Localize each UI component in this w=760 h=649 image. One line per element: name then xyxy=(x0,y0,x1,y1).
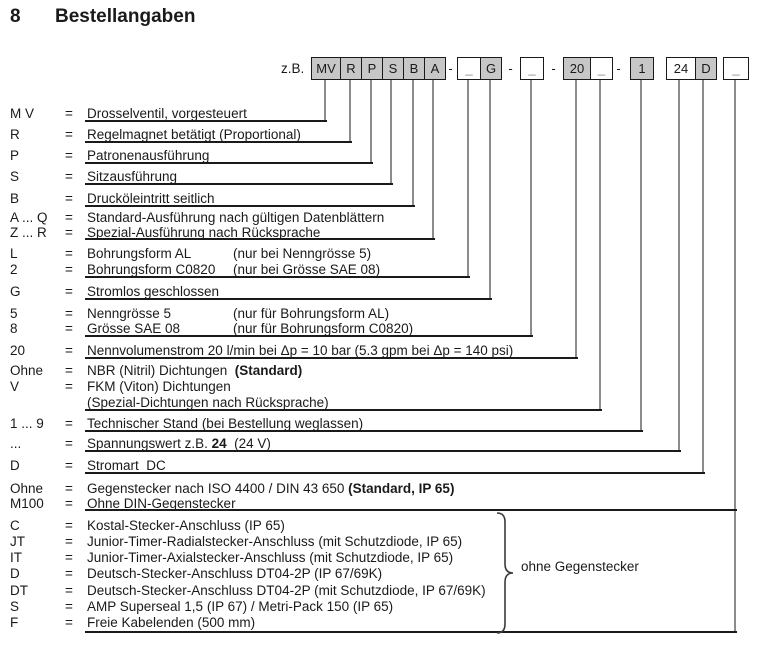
legend-code: Z ... R xyxy=(10,225,47,240)
legend-code: P xyxy=(10,148,20,163)
equals-sign: = xyxy=(65,106,73,121)
code-box-cell: MV xyxy=(312,58,340,79)
equals-sign: = xyxy=(65,599,73,614)
description-text: Deutsch-Stecker-Anschluss DT04-2P (IP 67/69K) xyxy=(87,566,383,581)
legend-code: S xyxy=(10,169,20,184)
description-text: Sitzausführung xyxy=(87,169,178,184)
description-bold: (Standard) xyxy=(234,363,303,378)
equals-sign: = xyxy=(65,583,73,598)
code-box-cell: 1 xyxy=(631,58,653,79)
legend-code: B xyxy=(10,191,20,206)
code-separator: - xyxy=(508,61,513,76)
legend-row xyxy=(0,149,760,163)
legend-code: 5 xyxy=(10,306,18,321)
description-text: Bohrungsform C0820 xyxy=(87,262,216,277)
legend-description xyxy=(87,519,285,533)
description-text: Drosselventil, vorgesteuert xyxy=(87,106,247,121)
legend-code: IT xyxy=(10,550,22,565)
equals-sign: = xyxy=(65,534,73,549)
legend-description xyxy=(87,262,381,277)
legend-code: C xyxy=(10,518,20,533)
type-code-box-group xyxy=(723,57,749,80)
legend-row xyxy=(0,535,760,549)
legend-code: D xyxy=(10,566,20,581)
legend-code: S xyxy=(10,599,20,614)
legend-description xyxy=(87,437,271,451)
legend-row xyxy=(0,322,760,336)
code-box-cell: G xyxy=(480,58,501,79)
page-title: Bestellangaben xyxy=(55,6,196,27)
legend-row xyxy=(0,364,760,378)
type-code-box-group xyxy=(563,57,613,80)
code-box-cell: B xyxy=(403,58,424,79)
legend-description xyxy=(87,246,372,261)
code-box-cell: _ xyxy=(732,61,740,76)
equals-sign: = xyxy=(65,169,73,184)
legend-row xyxy=(0,307,760,321)
equals-sign: = xyxy=(65,496,73,511)
legend-row xyxy=(0,600,760,614)
legend-row xyxy=(0,482,760,496)
legend-code: D xyxy=(10,458,20,473)
legend-description xyxy=(87,170,177,184)
description-text: Nenngrösse 5 xyxy=(87,306,172,321)
equals-sign: = xyxy=(65,518,73,533)
type-code-box-group xyxy=(666,57,717,80)
legend-description xyxy=(87,149,209,163)
legend-description xyxy=(87,417,363,431)
type-code-box-group xyxy=(457,57,502,80)
description-text: Junior-Timer-Radialstecker-Anschluss (mit Schutzdiode, IP 65) xyxy=(87,534,463,549)
description-text: (Spezial-Dichtungen nach Rücksprache) xyxy=(87,395,329,410)
legend-row xyxy=(0,192,760,206)
legend-description xyxy=(87,226,320,240)
legend-description xyxy=(87,482,454,496)
legend-row xyxy=(0,437,760,451)
equals-sign: = xyxy=(65,321,73,336)
equals-sign: = xyxy=(65,458,73,473)
legend-code: V xyxy=(10,379,20,394)
legend-code: F xyxy=(10,615,19,630)
code-box-cell: 20 xyxy=(564,58,590,79)
type-code-box-group xyxy=(520,57,544,80)
legend-code: A ... Q xyxy=(10,210,48,225)
legend-description xyxy=(87,285,219,299)
legend-code: L xyxy=(10,246,18,261)
legend-description xyxy=(87,344,513,358)
legend-description xyxy=(87,321,414,336)
legend-description xyxy=(87,364,302,378)
legend-row xyxy=(0,128,760,142)
equals-sign: = xyxy=(65,246,73,261)
code-box-cell: R xyxy=(340,58,361,79)
legend-description xyxy=(87,616,255,630)
brace-icon xyxy=(494,511,516,635)
description-bold: (Standard, IP 65) xyxy=(348,481,455,496)
equals-sign: = xyxy=(65,343,73,358)
code-separator: - xyxy=(448,61,453,76)
legend-row xyxy=(0,584,760,598)
equals-sign: = xyxy=(65,284,73,299)
legend-code: Ohne xyxy=(10,481,44,496)
code-box-cell: _ xyxy=(590,58,612,79)
legend-description xyxy=(87,128,301,142)
description-text: Spannungswert z.B. xyxy=(87,436,212,451)
legend-description xyxy=(87,107,247,121)
legend-code: Ohne xyxy=(10,363,44,378)
legend-code: JT xyxy=(10,534,25,549)
description-bold: 24 xyxy=(211,436,227,451)
legend-description xyxy=(87,459,166,473)
equals-sign: = xyxy=(65,127,73,142)
legend-code: M V xyxy=(10,106,35,121)
description-text: Deutsch-Stecker-Anschluss DT04-2P (mit Schutzdiode, IP 67/69K) xyxy=(87,583,486,598)
legend-row xyxy=(0,226,760,240)
description-note: (nur für Bohrungsform C0820) xyxy=(233,321,414,336)
legend-code: 20 xyxy=(10,343,26,358)
description-text: FKM (Viton) Dichtungen xyxy=(87,379,231,394)
type-code-box-group xyxy=(630,57,654,80)
legend-description xyxy=(87,306,390,321)
code-box-cell: _ xyxy=(465,61,473,76)
legend-description xyxy=(87,567,382,581)
legend-row xyxy=(0,170,760,184)
description-text: Drucköleintritt seitlich xyxy=(87,191,215,206)
equals-sign: = xyxy=(65,225,73,240)
code-box-cell: A xyxy=(424,58,445,79)
legend-description xyxy=(87,584,486,598)
legend-description xyxy=(87,380,231,394)
equals-sign: = xyxy=(65,481,73,496)
equals-sign: = xyxy=(65,566,73,581)
description-note: (nur bei Grösse SAE 08) xyxy=(233,262,381,277)
description-note: (nur für Bohrungsform AL) xyxy=(233,306,390,321)
code-box-cell: P xyxy=(361,58,382,79)
legend-row xyxy=(0,107,760,121)
legend-row xyxy=(0,417,760,431)
equals-sign: = xyxy=(65,416,73,431)
example-label: z.B. xyxy=(281,61,305,76)
description-text: Stromlos geschlossen xyxy=(87,284,220,299)
description-text: Standard-Ausführung nach gültigen Datenblättern xyxy=(87,210,385,225)
legend-description xyxy=(87,551,453,565)
code-box-cell: D xyxy=(695,58,716,79)
description-text: Nennvolumenstrom 20 l/min bei Δp = 10 bar (5.3 gpm bei Δp = 140 psi) xyxy=(87,343,514,358)
legend-row xyxy=(0,551,760,565)
equals-sign: = xyxy=(65,191,73,206)
legend-code: 1 ... 9 xyxy=(10,416,44,431)
section-number: 8 xyxy=(10,6,21,27)
equals-sign: = xyxy=(65,615,73,630)
legend-code: ... xyxy=(10,436,22,451)
description-text: Kostal-Stecker-Anschluss (IP 65) xyxy=(87,518,285,533)
description-text: Junior-Timer-Axialstecker-Anschluss (mit Schutzdiode, IP 65) xyxy=(87,550,454,565)
description-text: Technischer Stand (bei Bestellung weglassen) xyxy=(87,416,364,431)
legend-row xyxy=(0,247,760,261)
legend-code: 8 xyxy=(10,321,18,336)
legend-description xyxy=(87,211,384,225)
equals-sign: = xyxy=(65,436,73,451)
code-box-cell: 24 xyxy=(673,61,689,76)
legend-row xyxy=(0,459,760,473)
description-text: Gegenstecker nach ISO 4400 / DIN 43 650 xyxy=(87,481,349,496)
legend-row xyxy=(0,285,760,299)
description-text: Freie Kabelenden (500 mm) xyxy=(87,615,256,630)
legend-underline xyxy=(85,631,737,633)
legend-description xyxy=(87,600,393,614)
legend-description xyxy=(87,396,329,410)
legend-code: R xyxy=(10,127,20,142)
description-text: Regelmagnet betätigt (Proportional) xyxy=(87,127,301,142)
code-separator: - xyxy=(616,61,621,76)
legend-description xyxy=(87,535,462,549)
description-text: Grösse SAE 08 xyxy=(87,321,181,336)
legend-row xyxy=(0,211,760,225)
description-text: Bohrungsform AL xyxy=(87,246,192,261)
legend-code: DT xyxy=(10,583,28,598)
description-text: Stromart DC xyxy=(87,458,166,473)
code-box-cell: _ xyxy=(528,61,536,76)
equals-sign: = xyxy=(65,363,73,378)
type-code-box-group xyxy=(311,57,446,80)
description-note: (nur bei Nenngrösse 5) xyxy=(233,246,372,261)
brace-note-label: ohne Gegenstecker xyxy=(521,559,639,574)
equals-sign: = xyxy=(65,550,73,565)
legend-row xyxy=(0,497,760,511)
legend-code: G xyxy=(10,284,21,299)
code-separator: - xyxy=(551,61,556,76)
description-text: Spezial-Ausführung nach Rücksprache xyxy=(87,225,321,240)
legend-row xyxy=(0,380,760,394)
equals-sign: = xyxy=(65,262,73,277)
legend-description xyxy=(87,497,236,511)
legend-row xyxy=(0,396,760,410)
legend-row xyxy=(0,344,760,358)
description-tail: (24 V) xyxy=(226,436,271,451)
code-box-cell: S xyxy=(382,58,403,79)
legend-row xyxy=(0,616,760,630)
legend-code: M100 xyxy=(10,496,44,511)
legend-description xyxy=(87,192,215,206)
description-text: AMP Superseal 1,5 (IP 67) / Metri-Pack 150 (IP 65) xyxy=(87,599,394,614)
equals-sign: = xyxy=(65,379,73,394)
legend-code: 2 xyxy=(10,262,18,277)
legend-row xyxy=(0,519,760,533)
equals-sign: = xyxy=(65,210,73,225)
description-text: NBR (Nitril) Dichtungen xyxy=(87,363,235,378)
legend-row xyxy=(0,567,760,581)
equals-sign: = xyxy=(65,306,73,321)
description-text: Ohne DIN-Gegenstecker xyxy=(87,496,236,511)
connector-line-vertical xyxy=(412,80,414,205)
legend-row xyxy=(0,263,760,277)
description-text: Patronenausführung xyxy=(87,148,210,163)
equals-sign: = xyxy=(65,148,73,163)
